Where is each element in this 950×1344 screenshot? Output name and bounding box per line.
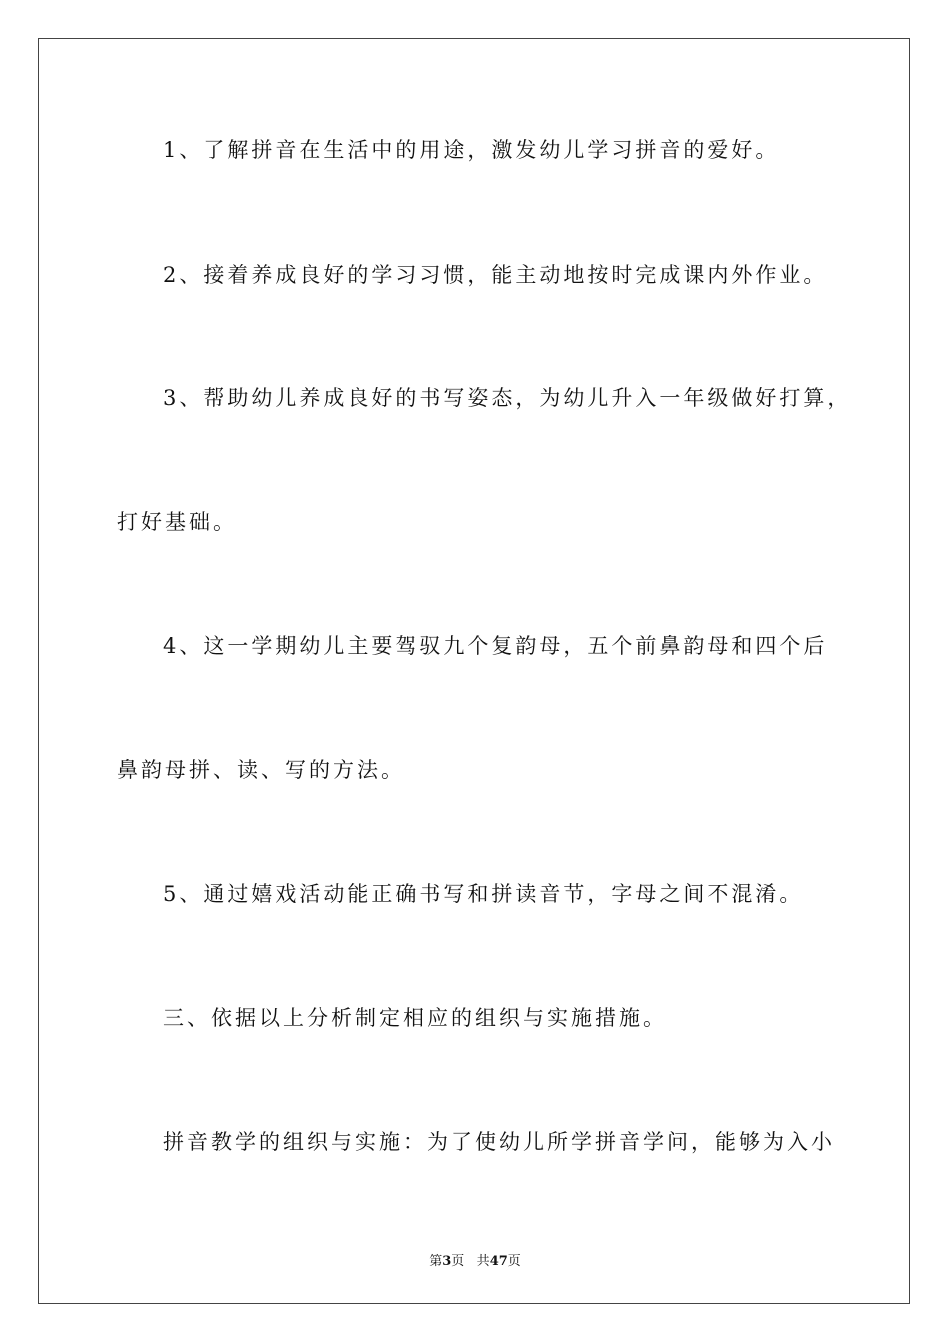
- footer-page-prefix: 第: [429, 1254, 443, 1269]
- footer-page-suffix: 页: [451, 1254, 465, 1269]
- paragraph-line-6: 鼻韵母拼、读、写的方法。: [117, 758, 405, 782]
- footer-total-pages: 47: [489, 1254, 508, 1269]
- section-heading: 三、依据以上分析制定相应的组织与实施措施。: [163, 1006, 667, 1030]
- paragraph-line-5: 4、这一学期幼儿主要驾驭九个复韵母，五个前鼻韵母和四个后: [163, 634, 828, 658]
- page-footer: [0, 1250, 950, 1269]
- paragraph-line-1: 1、了解拼音在生活中的用途，激发幼儿学习拼音的爱好。: [163, 138, 780, 162]
- paragraph-line-9: 拼音教学的组织与实施：为了使幼儿所学拼音学问，能够为入小: [163, 1130, 835, 1154]
- paragraph-line-7: 5、通过嬉戏活动能正确书写和拼读音节，字母之间不混淆。: [163, 882, 804, 906]
- footer-page-number: 3: [442, 1254, 452, 1269]
- footer-total-suffix: 页: [507, 1254, 521, 1269]
- page-border: [38, 38, 910, 1304]
- paragraph-line-4: 打好基础。: [117, 510, 237, 534]
- footer-total-prefix: 共: [476, 1254, 490, 1269]
- paragraph-line-2: 2、接着养成良好的学习习惯，能主动地按时完成课内外作业。: [163, 263, 828, 287]
- paragraph-line-3: 3、帮助幼儿养成良好的书写姿态，为幼儿升入一年级做好打算，: [163, 386, 852, 410]
